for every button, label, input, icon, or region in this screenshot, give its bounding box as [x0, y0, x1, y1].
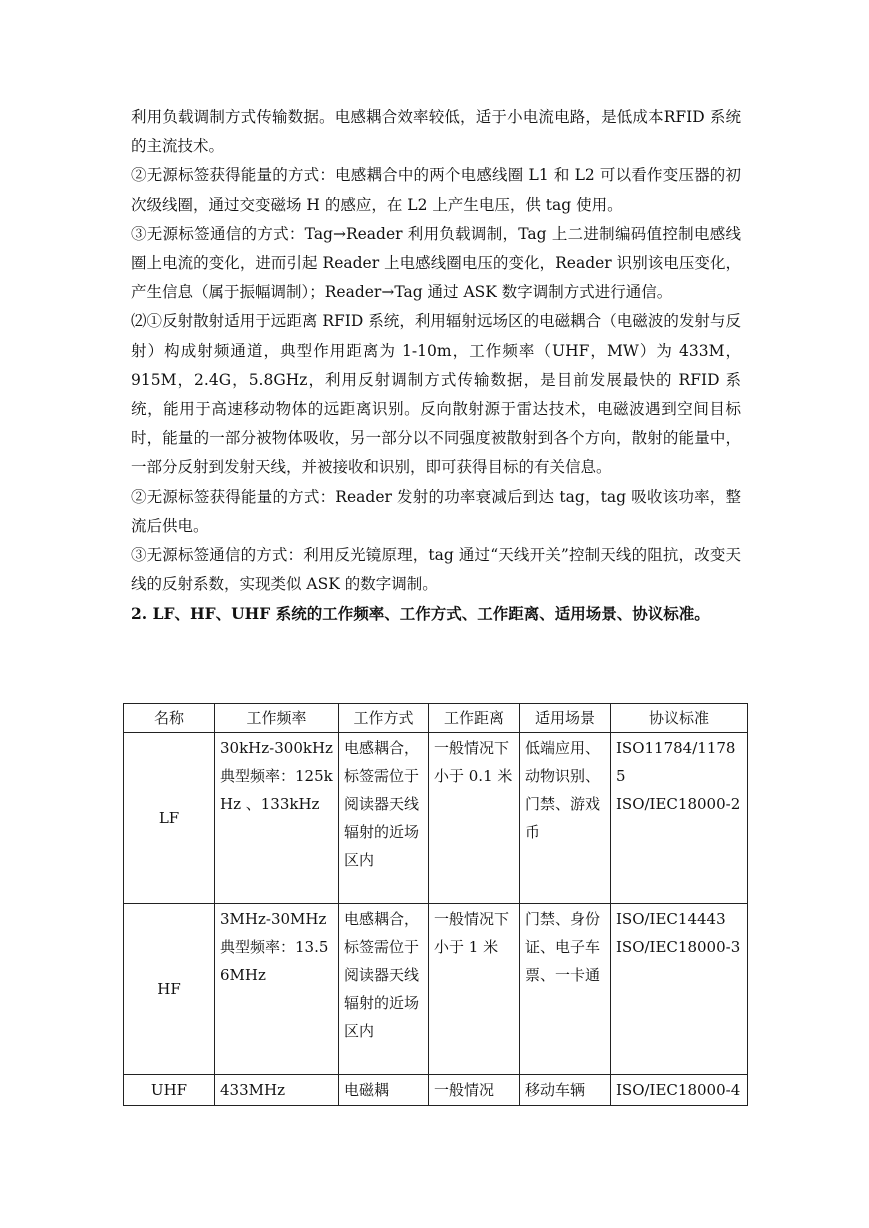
header-name: 名称	[124, 704, 215, 733]
row-scene: 低端应用、动物识别、门禁、游戏币	[520, 733, 611, 904]
header-scene: 适用场景	[520, 704, 611, 733]
header-range: 工作距离	[429, 704, 520, 733]
paragraph-inductive-communication: ③无源标签通信的方式：Tag→Reader 利用负载调制，Tag 上二进制编码值控制电感线圈上电流的变化，进而引起 Reader 上电感线圈电压的变化，Reader 识别该电压变化，产生信息（属于振幅调制）；Reader→Tag 通过 ASK 数字调制方式进行通信。	[131, 224, 741, 302]
document-body	[131, 103, 741, 629]
row-range: 一般情况下小于 1 米	[429, 904, 520, 1075]
paragraph-load-modulation: 利用负载调制方式传输数据。电感耦合效率较低，适于小电流电路，是低成本RFID 系统的主流技术。	[131, 108, 741, 156]
row-mode: 电感耦合，标签需位于阅读器天线辐射的近场区内	[339, 904, 429, 1075]
standard-line: ISO/IEC18000-4	[616, 1081, 741, 1099]
row-mode: 电磁耦	[339, 1075, 429, 1106]
header-standard: 协议标准	[611, 704, 748, 733]
row-frequency: 433MHz	[215, 1075, 339, 1106]
row-standard	[611, 1075, 748, 1106]
paragraph-backscatter-energy: ②无源标签获得能量的方式：Reader 发射的功率衰减后到达 tag，tag 吸收该功率，整流后供电。	[131, 487, 741, 535]
row-frequency: 30kHz-300kHz 典型频率：125kHz 、133kHz	[215, 733, 339, 904]
header-mode: 工作方式	[339, 704, 429, 733]
paragraph-backscatter: ⑵①反射散射适用于远距离 RFID 系统，利用辐射远场区的电磁耦合（电磁波的发射与反射）构成射频通道，典型作用距离为 1-10m，工作频率（UHF，MW）为 433M，915M，2.4G，5.8GHz，利用反射调制方式传输数据，是目前发展最快的 RFID 系统，能用于高速移动物体的远距离识别。反向散射源于雷达技术，电磁波遇到空间目标时，能量的一部分被物体吸收，另一部分以不同强度被散射到各个方向，散射的能量中，一部分反射到发射天线，并被接收和识别，即可获得目标的有关信息。	[131, 312, 741, 477]
standard-line: ISO/IEC18000-2	[616, 795, 741, 813]
row-scene: 门禁、身份证、电子车票、一卡通	[520, 904, 611, 1075]
table-row	[124, 904, 748, 1075]
row-range: 一般情况下小于 0.1 米	[429, 733, 520, 904]
table-row	[124, 1075, 748, 1106]
row-frequency: 3MHz-30MHz 典型频率：13.56MHz	[215, 904, 339, 1075]
paragraph-inductive-energy: ②无源标签获得能量的方式：电感耦合中的两个电感线圈 L1 和 L2 可以看作变压器的初次级线圈，通过交变磁场 H 的感应，在 L2 上产生电压，供 tag 使用。	[131, 166, 741, 214]
row-name: HF	[124, 904, 215, 1075]
row-standard	[611, 733, 748, 904]
standard-line: ISO11784/11785	[616, 739, 736, 785]
rfid-system-table	[123, 703, 748, 1106]
row-mode: 电感耦合，标签需位于阅读器天线辐射的近场区内	[339, 733, 429, 904]
row-scene: 移动车辆	[520, 1075, 611, 1106]
paragraph-backscatter-communication: ③无源标签通信的方式：利用反光镜原理，tag 通过“天线开关”控制天线的阻抗，改变天线的反射系数，实现类似 ASK 的数字调制。	[131, 546, 741, 594]
header-frequency: 工作频率	[215, 704, 339, 733]
standard-line: ISO/IEC14443	[616, 910, 726, 928]
section-heading: 2. LF、HF、UHF 系统的工作频率、工作方式、工作距离、适用场景、协议标准。	[131, 604, 710, 624]
row-standard	[611, 904, 748, 1075]
table-header-row	[124, 704, 748, 733]
table-row	[124, 733, 748, 904]
standard-line: ISO/IEC18000-3	[616, 938, 741, 956]
row-name: UHF	[124, 1075, 215, 1106]
row-name: LF	[124, 733, 215, 904]
row-range: 一般情况	[429, 1075, 520, 1106]
